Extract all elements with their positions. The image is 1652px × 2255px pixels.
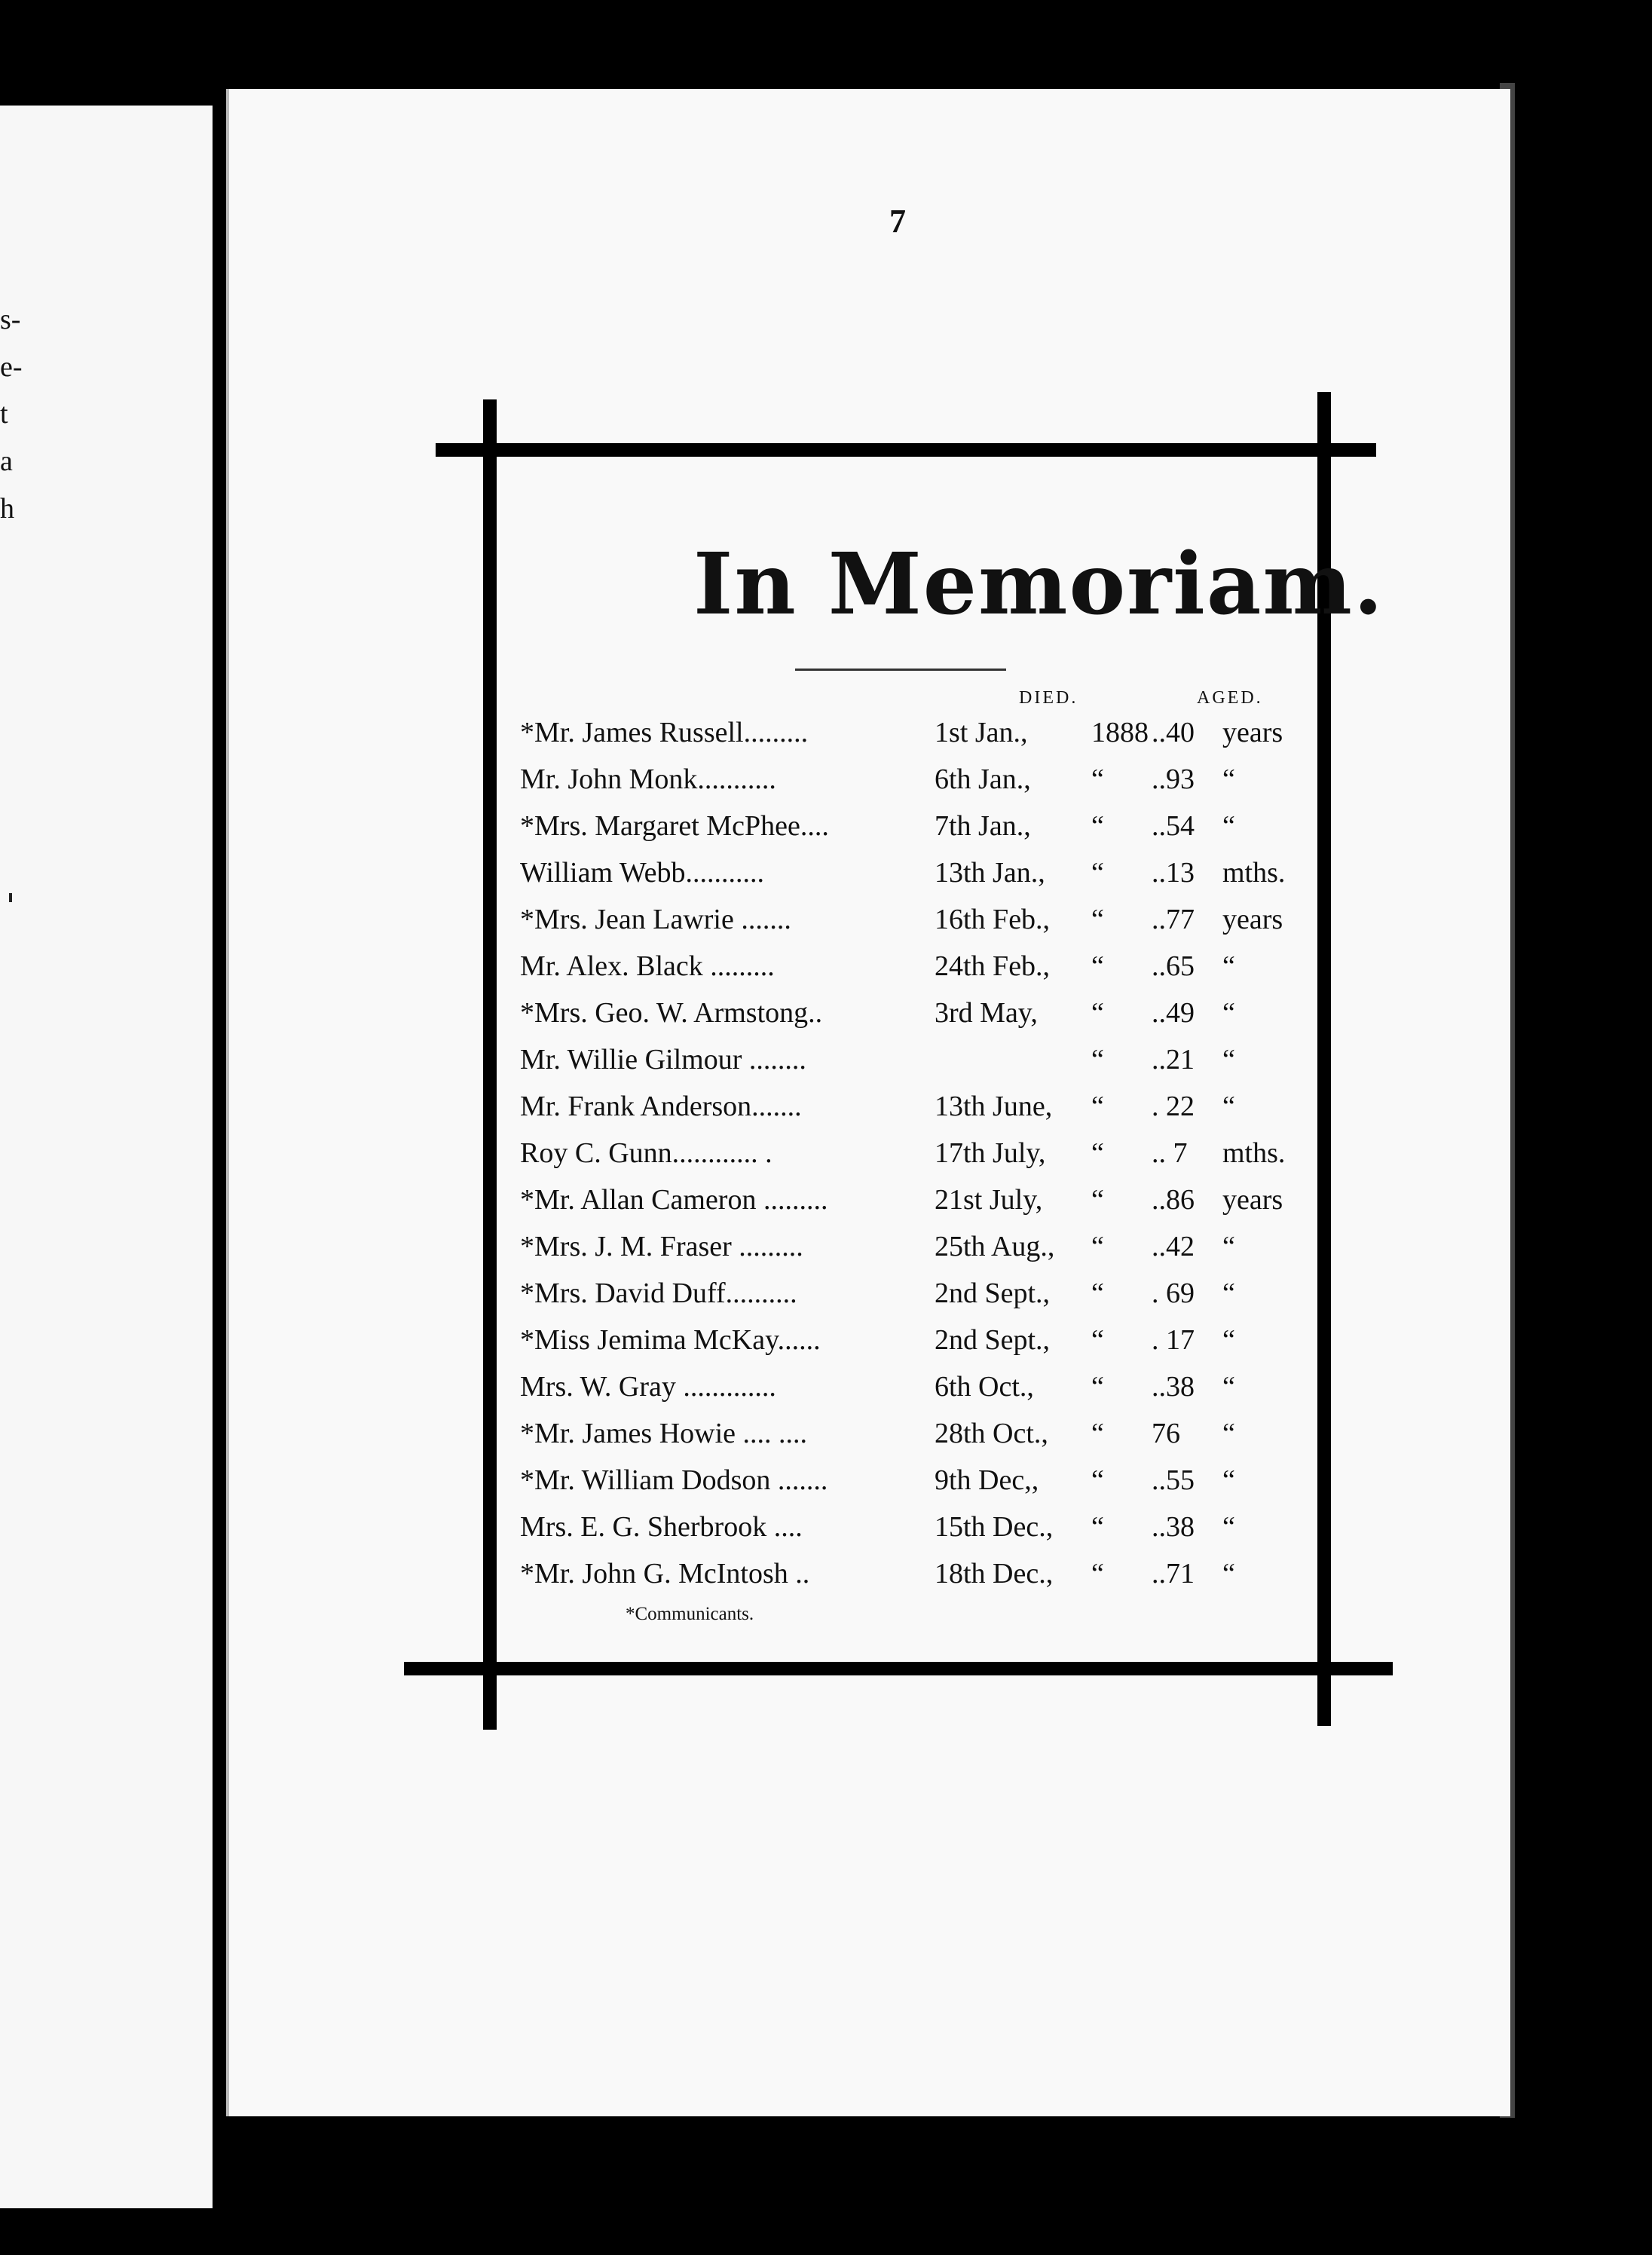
entry-year: “ <box>1091 1277 1104 1309</box>
frame-bottom-rule <box>404 1662 1393 1675</box>
entry-aged: ..93 <box>1152 763 1195 795</box>
entry-year: “ <box>1091 1184 1104 1216</box>
entry-died: 3rd May, <box>935 997 1038 1029</box>
left-page-mark <box>9 893 12 902</box>
entry-unit: “ <box>1222 1371 1235 1403</box>
entry-aged: ..21 <box>1152 1044 1195 1075</box>
entry-name: *Mr. James Russell......... <box>520 717 809 748</box>
entry-died: 6th Oct., <box>935 1371 1034 1403</box>
entry-name: *Mr. Allan Cameron ......... <box>520 1184 828 1216</box>
entry-unit: “ <box>1222 997 1235 1029</box>
aged-column-header: AGED. <box>1197 688 1263 708</box>
entry-died: 15th Dec., <box>935 1511 1054 1543</box>
entry-aged: ..55 <box>1152 1464 1195 1496</box>
frame-top-rule <box>436 443 1376 457</box>
entry-aged: . 17 <box>1152 1324 1195 1356</box>
entry-unit: “ <box>1222 810 1235 842</box>
entry-year: “ <box>1091 1044 1104 1075</box>
entry-name: *Mr. James Howie .... .... <box>520 1418 808 1449</box>
entry-name: Mr. Alex. Black ......... <box>520 950 775 982</box>
entry-unit: “ <box>1222 1091 1235 1122</box>
entry-died: 9th Dec,, <box>935 1464 1039 1496</box>
entry-name: Mr. Willie Gilmour ........ <box>520 1044 806 1075</box>
entry-unit: “ <box>1222 1558 1235 1590</box>
entry-died: 6th Jan., <box>935 763 1031 795</box>
left-page-text-fragment: a <box>0 445 13 477</box>
entry-died: 7th Jan., <box>935 810 1031 842</box>
entry-died: 25th Aug., <box>935 1231 1055 1262</box>
entry-unit: “ <box>1222 1418 1235 1449</box>
entry-year: “ <box>1091 1418 1104 1449</box>
entry-died: 18th Dec., <box>935 1558 1054 1590</box>
entry-name: *Mr. William Dodson ....... <box>520 1464 828 1496</box>
entry-name: Mr. John Monk........... <box>520 763 776 795</box>
entry-aged: ..54 <box>1152 810 1195 842</box>
entry-unit: “ <box>1222 1464 1235 1496</box>
entry-year: “ <box>1091 810 1104 842</box>
entry-year: “ <box>1091 1231 1104 1262</box>
entry-died: 1st Jan., <box>935 717 1028 748</box>
entry-aged: ..49 <box>1152 997 1195 1029</box>
entry-name: William Webb........... <box>520 857 765 889</box>
entry-unit: “ <box>1222 950 1235 982</box>
entry-died: 28th Oct., <box>935 1418 1048 1449</box>
entry-year: “ <box>1091 1324 1104 1356</box>
entry-aged: . 69 <box>1152 1277 1195 1309</box>
page-number: 7 <box>889 203 906 240</box>
entry-aged: . 22 <box>1152 1091 1195 1122</box>
entry-unit: “ <box>1222 763 1235 795</box>
entry-aged: ..13 <box>1152 857 1195 889</box>
entry-year: “ <box>1091 763 1104 795</box>
left-page-text-fragment: h <box>0 493 14 525</box>
entry-name: Mrs. W. Gray ............. <box>520 1371 776 1403</box>
entry-aged: ..38 <box>1152 1371 1195 1403</box>
entry-name: *Mrs. Jean Lawrie ....... <box>520 904 791 935</box>
entry-year: “ <box>1091 1511 1104 1543</box>
entry-aged: ..86 <box>1152 1184 1195 1216</box>
entry-unit: years <box>1222 904 1283 935</box>
title-underline <box>795 669 1006 671</box>
entry-year: “ <box>1091 1137 1104 1169</box>
entry-unit: “ <box>1222 1277 1235 1309</box>
left-page-text-fragment: e- <box>0 351 23 383</box>
frame-left-post <box>483 399 497 1730</box>
entry-died: 17th July, <box>935 1137 1046 1169</box>
entry-name: *Mrs. Geo. W. Armstong.. <box>520 997 823 1029</box>
entry-year: “ <box>1091 950 1104 982</box>
entry-unit: “ <box>1222 1044 1235 1075</box>
entry-year: “ <box>1091 1464 1104 1496</box>
page-title: In Memoriam. <box>693 535 1384 634</box>
entry-died: 13th June, <box>935 1091 1053 1122</box>
entry-name: Mrs. E. G. Sherbrook .... <box>520 1511 803 1543</box>
entry-unit: years <box>1222 717 1283 748</box>
entry-unit: years <box>1222 1184 1283 1216</box>
entry-year: “ <box>1091 997 1104 1029</box>
entry-aged: ..65 <box>1152 950 1195 982</box>
entry-aged: ..40 <box>1152 717 1195 748</box>
entry-name: *Mrs. J. M. Fraser ......... <box>520 1231 803 1262</box>
entry-aged: ..42 <box>1152 1231 1195 1262</box>
entry-unit: “ <box>1222 1324 1235 1356</box>
entry-aged: ..71 <box>1152 1558 1195 1590</box>
entry-died: 2nd Sept., <box>935 1277 1051 1309</box>
entry-year: “ <box>1091 857 1104 889</box>
left-page-text-fragment: s- <box>0 304 21 335</box>
entry-name: Roy C. Gunn............ . <box>520 1137 772 1169</box>
entry-aged: 76 <box>1152 1418 1180 1449</box>
entry-name: *Mr. John G. McIntosh .. <box>520 1558 810 1590</box>
entry-year: “ <box>1091 1371 1104 1403</box>
entry-unit: “ <box>1222 1231 1235 1262</box>
died-column-header: DIED. <box>1019 688 1078 708</box>
entry-unit: “ <box>1222 1511 1235 1543</box>
entry-died: 16th Feb., <box>935 904 1051 935</box>
entry-died: 13th Jan., <box>935 857 1045 889</box>
entry-died: 21st July, <box>935 1184 1043 1216</box>
entry-unit: mths. <box>1222 857 1286 889</box>
entry-name: *Mrs. David Duff.......... <box>520 1277 797 1309</box>
entry-year: “ <box>1091 904 1104 935</box>
entry-aged: ..77 <box>1152 904 1195 935</box>
entry-died: 2nd Sept., <box>935 1324 1051 1356</box>
entry-aged: .. 7 <box>1152 1137 1188 1169</box>
footnote: *Communicants. <box>626 1604 754 1624</box>
entry-year: “ <box>1091 1091 1104 1122</box>
entry-name: Mr. Frank Anderson....... <box>520 1091 802 1122</box>
entry-year: “ <box>1091 1558 1104 1590</box>
entry-unit: mths. <box>1222 1137 1286 1169</box>
left-page-edge <box>0 106 213 2208</box>
entry-name: *Mrs. Margaret McPhee.... <box>520 810 829 842</box>
left-page-text-fragment: t <box>0 398 8 430</box>
entry-aged: ..38 <box>1152 1511 1195 1543</box>
entry-name: *Miss Jemima McKay...... <box>520 1324 821 1356</box>
entry-year: 1888 <box>1091 717 1149 748</box>
entry-died: 24th Feb., <box>935 950 1051 982</box>
